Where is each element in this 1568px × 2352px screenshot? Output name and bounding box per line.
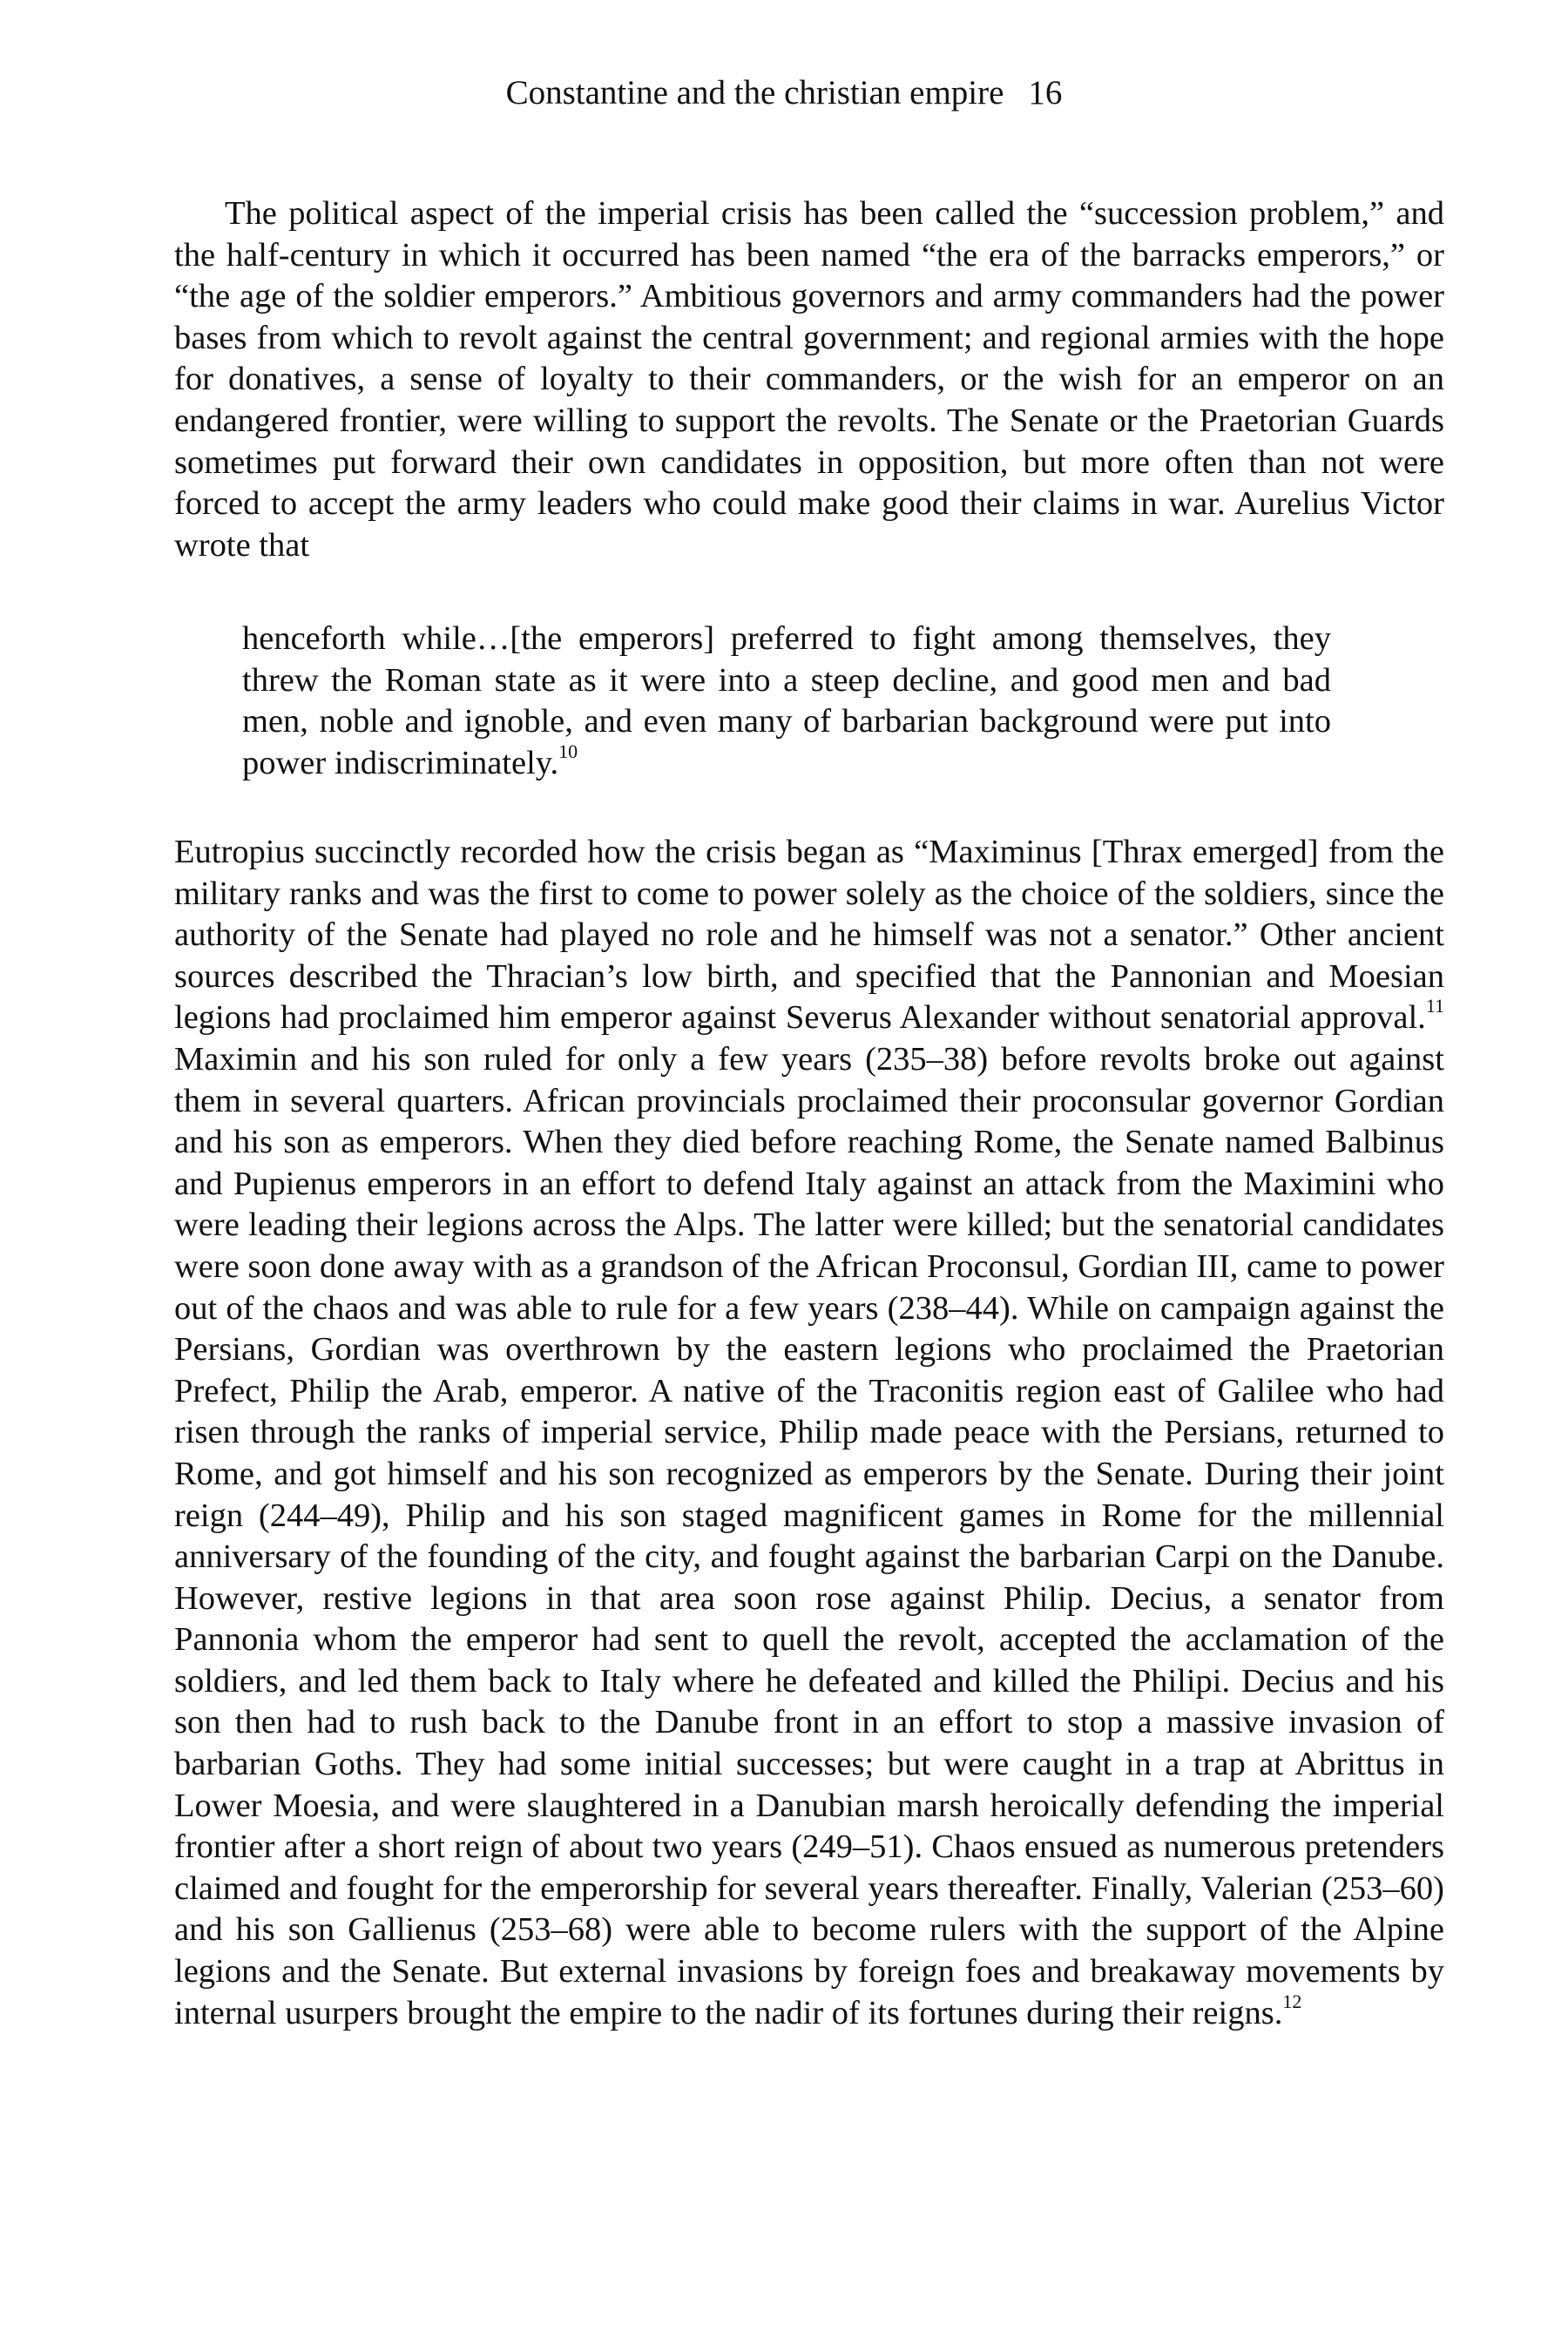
quote-text: henceforth while…[the emperors] preferred to fight among themselves, they threw the Roman state as it were into a steep decline, and good men and bad men, noble and ignoble, and even many of barbarian background were put into power indiscriminately. [242, 620, 1331, 781]
paragraph-succession-problem [174, 193, 1444, 566]
block-quote-aurelius-victor [242, 618, 1331, 784]
paragraph-text: The political aspect of the imperial crisis has been called the “succession problem,” and the half-century in which it occurred has been named “the era of the barracks emperors,” or “the age of the soldier emperors.” Ambitious governors and army commanders had the power bases from which to revolt against the central government; and regional armies with the hope for donatives, a sense of loyalty to their commanders, or the wish for an emperor on an endangered frontier, were willing to support the revolts. The Senate or the Praetorian Guards sometimes put forward their own candidates in opposition, but more often than not were forced to accept the army leaders who could make good their claims in war. Aurelius Victor wrote that [174, 195, 1444, 564]
page-number: 16 [1028, 74, 1063, 112]
paragraph-text-part-2: Maximin and his son ruled for only a few years (235–38) before revolts broke out against them in several quarters. African provincials proclaimed their proconsular governor Gordian and his son as emperors. When they died before reaching Rome, the Senate named Balbinus and Pupienus emperors in an effort to defend Italy against an attack from the Maximini who were leading their legions across the Alps. The latter were killed; but the senatorial candidates were soon done away with as a grandson of the African Proconsul, Gordian III, came to power out of the chaos and was able to rule for a few years (238–44). While on campaign against the Persians, Gordian was overthrown by the eastern legions who proclaimed the Praetorian Prefect, Philip the Arab, emperor. A native of the Traconitis region east of Galilee who had risen through the ranks of imperial service, Philip made peace with the Persians, returned to Rome, and got himself and his son recognized as emperors by the Senate. During their joint reign (244–49), Philip and his son staged magnificent games in Rome for the millennial anniversary of the founding of the city, and fought against the barbarian Carpi on the Danube. However, restive legions in that area soon rose against Philip. Decius, a senator from Pannonia whom the emperor had sent to quell the revolt, accepted the acclamation of the soldiers, and led them back to Italy where he defeated and killed the Philipi. Decius and his son then had to rush back to the Danube front in an effort to stop a massive invasion of barbarian Goths. They had some initial successes; but were caught in a trap at Abrittus in Lower Moesia, and were slaughtered in a Danubian marsh heroically defending the imperial frontier after a short reign of about two years (249–51). Chaos ensued as numerous pretenders claimed and fought for the emperorship for several years thereafter. Finally, Valerian (253–60) and his son Gallienus (253–68) were able to become rulers with the support of the Alpine legions and the Senate. But external invasions by foreign foes and breakaway movements by internal usurpers brought the empire to the nadir of its fortunes during their reigns. [174, 1040, 1444, 2031]
paragraph-eutropius [174, 832, 1444, 2034]
footnote-ref-12: 12 [1282, 1990, 1302, 2012]
paragraph-text-part-1: Eutropius succinctly recorded how the crisis began as “Maximinus [Thrax emerged] from the military ranks and was the first to come to power solely as the choice of the soldiers, since the authority of the Senate had played no role and he himself was not a senator.” Other ancient sources described the Thracian’s low birth, and specified that the Pannonian and Moesian legions had proclaimed him emperor against Severus Alexander without senatorial approval. [174, 834, 1444, 1037]
running-head [0, 71, 1568, 115]
running-title: Constantine and the christian empire [505, 74, 1004, 112]
footnote-ref-11: 11 [1425, 995, 1444, 1017]
footnote-ref-10: 10 [558, 740, 578, 762]
